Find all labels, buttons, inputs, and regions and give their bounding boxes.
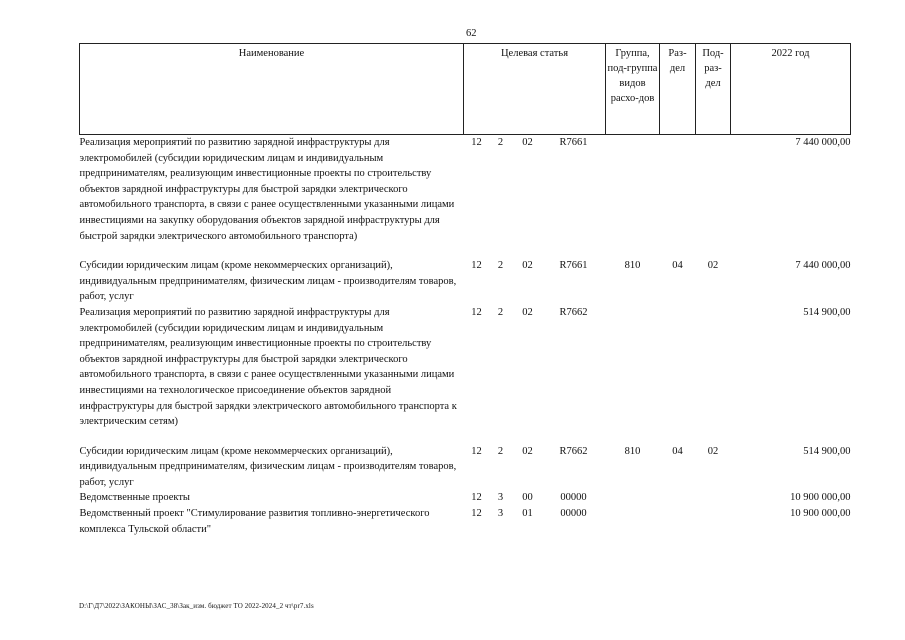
target-subprogram: 3: [497, 508, 504, 520]
row-section: 04: [672, 445, 683, 457]
row-amount: 10 900 000,00: [790, 508, 851, 520]
target-code: R7661: [559, 137, 588, 148]
row-group: 810: [624, 445, 641, 457]
row-section: [660, 490, 696, 506]
target-subprogram: 2: [497, 306, 504, 318]
target-code: R7661: [559, 260, 588, 272]
target-program: 12: [471, 445, 482, 457]
header-year: 2022 год: [731, 44, 851, 135]
row-name: Ведомственные проекты: [79, 492, 190, 504]
target-event: 00: [522, 492, 533, 504]
row-name: Реализация мероприятий по развитию зарядной инфраструктуры для электромобилей (субсидии юридическим лицам и индивидуальным предпринимателям, реализующим инвестиционные проекты по строительству объектов зарядной инфраструктуры для быстрой зарядки электрического автомобильного транспорта, в связи с ранее осуществленными указанными лицами инвестициями на закупку оборудования объектов зарядной инфраструктуры для быстрой зарядки электрического автомобильного транспорта): [79, 137, 455, 242]
row-name: Субсидии юридическим лицам (кроме некоммерческих организаций), индивидуальным предпринимателям, физическим лицам - производителям товаров, работ, услуг: [79, 260, 457, 303]
target-subprogram: 2: [497, 137, 504, 148]
target-event: 02: [522, 445, 533, 457]
target-event: 02: [522, 306, 533, 318]
header-target: Целевая статья: [464, 44, 606, 135]
row-name: Реализация мероприятий по развитию зарядной инфраструктуры для электромобилей (субсидии юридическим лицам и индивидуальным предпринимателям, реализующим инвестиционные проекты по строительству объектов зарядной инфраструктуры для быстрой зарядки электрического автомобильного транспорта, в связи с ранее осуществленными указанными лицами инвестициями на технологическое присоединение объектов зарядной инфраструктуры для быстрой зарядки электрического автомобильного транспорта к электрическим сетям): [79, 306, 457, 428]
header-subsection: Под-раз-дел: [696, 44, 731, 135]
row-amount: 514 900,00: [803, 306, 851, 318]
row-amount: 7 440 000,00: [795, 260, 851, 272]
budget-table: [79, 43, 851, 537]
row-subsection: 02: [707, 260, 719, 272]
header-name: Наименование: [80, 44, 464, 135]
target-article: [464, 444, 606, 460]
row-group: [606, 490, 660, 506]
row-section: [660, 135, 696, 245]
row-subsection: 02: [707, 445, 719, 457]
target-subprogram: 2: [497, 445, 504, 457]
table-row: [80, 305, 851, 430]
target-article: [464, 135, 606, 151]
row-group: 810: [624, 260, 641, 272]
file-path-footer: D:\Г\Д7\2022\ЗАКОНЫ\ЗАС_38\Зак_изм. бюджет ТО 2022-2024_2 чт\pr7.xls: [79, 602, 314, 610]
row-subsection: [696, 135, 731, 245]
row-name: Ведомственный проект "Стимулирование развития топливно-энергетического комплекса Тульской области": [79, 508, 430, 535]
page-number: 62: [466, 28, 477, 39]
target-program: 12: [471, 492, 482, 504]
header-section: Раз-дел: [660, 44, 696, 135]
target-event: 02: [522, 260, 533, 272]
target-subprogram: 3: [497, 492, 504, 504]
row-section: [660, 506, 696, 537]
row-subsection: [696, 490, 731, 506]
row-subsection: [696, 305, 731, 430]
target-article: [464, 506, 606, 522]
row-group: [606, 506, 660, 537]
target-code: 00000: [560, 492, 587, 504]
target-program: 12: [471, 260, 482, 272]
row-name: Субсидии юридическим лицам (кроме некоммерческих организаций), индивидуальным предпринимателям, физическим лицам - производителям товаров, работ, услуг: [79, 445, 457, 488]
table-row: [80, 135, 851, 245]
header-group: Группа, под-группа видов расхо-дов: [606, 44, 660, 135]
target-event: 01: [522, 508, 533, 520]
target-code: R7662: [559, 445, 588, 457]
target-article: [464, 490, 606, 506]
target-article: [464, 305, 606, 321]
table-header: [80, 44, 851, 135]
row-group: [606, 135, 660, 245]
row-subsection: [696, 506, 731, 537]
target-code: R7662: [559, 306, 588, 318]
table-row: [80, 506, 851, 537]
target-program: 12: [471, 137, 482, 148]
row-amount: 7 440 000,00: [795, 137, 851, 148]
target-subprogram: 2: [497, 260, 504, 272]
table-row: [80, 258, 851, 305]
table-row: [80, 490, 851, 506]
target-program: 12: [471, 508, 482, 520]
table-row: [80, 444, 851, 491]
row-amount: 514 900,00: [803, 445, 851, 457]
row-group: [606, 305, 660, 430]
target-program: 12: [471, 306, 482, 318]
row-section: 04: [672, 260, 683, 272]
row-amount: 10 900 000,00: [790, 492, 851, 504]
target-article: [464, 258, 606, 274]
row-section: [660, 305, 696, 430]
target-code: 00000: [560, 508, 587, 520]
target-event: 02: [522, 137, 533, 148]
